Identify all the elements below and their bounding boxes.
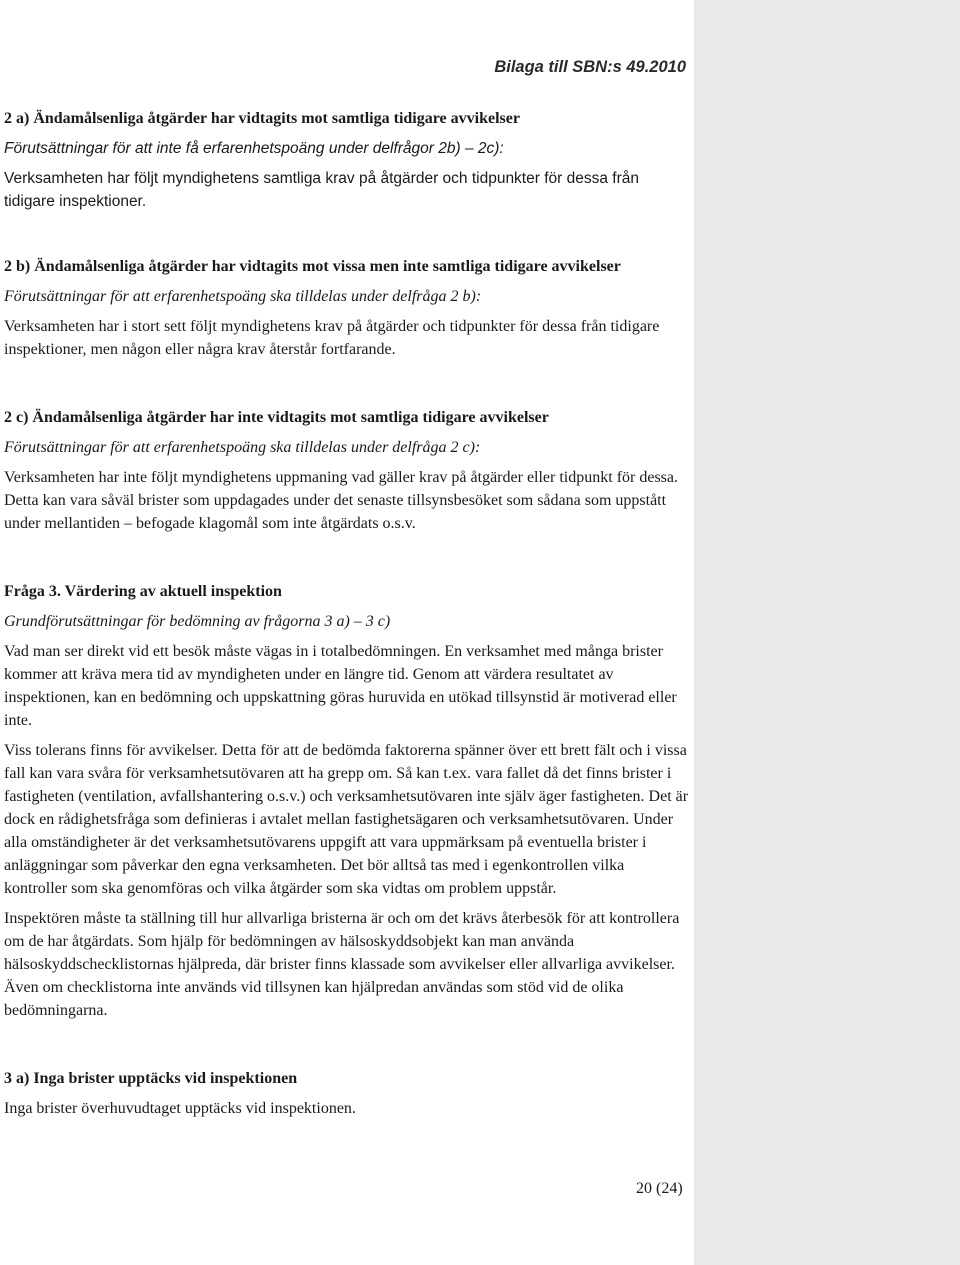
page-number: 20 (24): [636, 1180, 683, 1197]
attachment-header: Bilaga till SBN:s 49.2010: [494, 58, 686, 76]
question-3-paragraph: Inspektören måste ta ställning till hur allvarliga bristerna är och om det krävs återbesök för att kontrollera om de har åtgärdats. Som hjälp för bedömningen av hälsoskyddsobjekt kan man använda hälsoskyddschecklistornas hjälpreda, där brister finns klassade som avvikelser eller allvarliga avvikelser. Även om checklistorna inte används vid tillsynen kan hjälpredan användas som stöd vid de olika bedömningarna.: [4, 910, 680, 1019]
question-3-title: Fråga 3. Värdering av aktuell inspektion: [4, 583, 282, 600]
section-2a: [4, 107, 690, 213]
question-3-paragraph: Viss tolerans finns för avvikelser. Detta för att de bedömda faktorerna spänner över ett brett fält och i vissa fall kan vara svåra för verksamhetsutövaren att ha grepp om. Så kan t.ex. vara fallet då det finns brister i fastigheten (ventilation, avfallshantering o.s.v.) och verksamhetsutövaren inte själv äger fastigheten. Det är dock en rådighetsfråga som definieras i avtalet mellan fastighetsägaren och verksamhetsutövaren. Under alla omständigheter är det verksamhetsutövarens uppgift att vara uppmärksam på eventuella brister i anläggningar som påverkar den egna verksamheten. Det bör alltså tas med i egenkontrollen vilka kontroller som ska genomföras och vilka åtgärder som ska vidtas om problem uppstår.: [4, 742, 689, 897]
question-3: [4, 580, 690, 1022]
margin-comment-band: [694, 0, 960, 1265]
section-3a: [4, 1067, 690, 1120]
section-2b-text: Verksamheten har i stort sett följt myndighetens krav på åtgärder och tidpunkter för dessa från tidigare inspektioner, men någon eller några krav återstår fortfarande.: [4, 318, 660, 358]
document-body: [4, 107, 690, 1120]
section-2c: [4, 406, 690, 535]
section-2c-title: 2 c) Ändamålsenliga åtgärder har inte vidtagits mot samtliga tidigare avvikelser: [4, 409, 549, 426]
section-3a-title: 3 a) Inga brister upptäcks vid inspektionen: [4, 1070, 298, 1087]
question-3-condition: Grundförutsättningar för bedömning av frågorna 3 a) – 3 c): [4, 613, 391, 630]
section-2b-title: 2 b) Ändamålsenliga åtgärder har vidtagits mot vissa men inte samtliga tidigare avvikelser: [4, 258, 621, 275]
section-2a-title: 2 a) Ändamålsenliga åtgärder har vidtagits mot samtliga tidigare avvikelser: [4, 110, 520, 127]
section-2b: [4, 255, 690, 361]
section-2c-condition: Förutsättningar för att erfarenhetspoäng ska tilldelas under delfråga 2 c):: [4, 439, 481, 456]
section-2a-text: Verksamheten har följt myndighetens samtliga krav på åtgärder och tidpunkter för dessa från tidigare inspektioner.: [4, 170, 639, 210]
section-3a-text: Inga brister överhuvudtaget upptäcks vid inspektionen.: [4, 1100, 356, 1117]
question-3-paragraph: Vad man ser direkt vid ett besök måste vägas in i totalbedömningen. En verksamhet med många brister kommer att kräva mera tid av myndigheten under en längre tid. Genom att värdera resultatet av inspektionen, kan en bedömning och uppskattning göras huruvida en utökad tillsynstid är motiverad eller inte.: [4, 643, 677, 729]
section-2b-condition: Förutsättningar för att erfarenhetspoäng ska tilldelas under delfråga 2 b):: [4, 288, 482, 305]
section-2a-condition: Förutsättningar för att inte få erfarenhetspoäng under delfrågor 2b) – 2c):: [4, 140, 504, 157]
section-2c-text: Verksamheten har inte följt myndighetens uppmaning vad gäller krav på åtgärder eller tidpunkt för dessa. Detta kan vara såväl brister som uppdagades under det senaste tillsynsbesöket som sådana som uppstått under mellantiden – befogade klagomål som inte åtgärdats o.s.v.: [4, 469, 679, 532]
